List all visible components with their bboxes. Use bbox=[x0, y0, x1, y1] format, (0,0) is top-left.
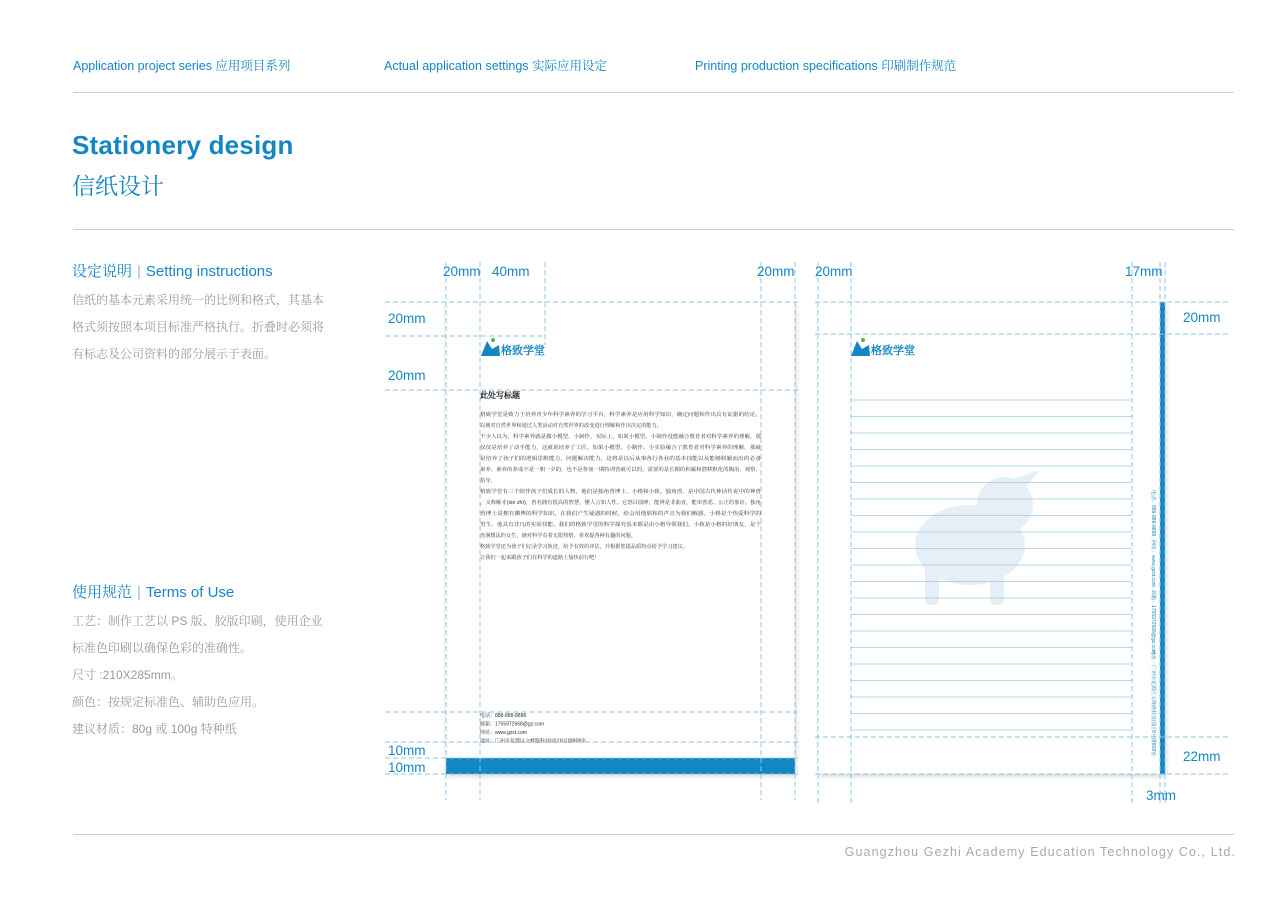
letter-body-line: 是培养了孩子们的逻辑思维能力，问题解决能力，这将是以后从事各行各业的基本技能以及能够脱颖而出的必备 bbox=[480, 456, 726, 462]
letter-body-line: ，又称解豸(xiè zhì)，兽名拥有很高的智慧，懂人言知人性。它怒目圆睁，能辨是非曲直，能审善恶。公正的象征。独角 bbox=[480, 500, 743, 506]
terms-heading-en: Terms of Use bbox=[145, 584, 235, 601]
page-title-cn: 信纸设计 bbox=[72, 174, 164, 200]
terms-heading: 使用规范 | Terms of Use bbox=[72, 584, 235, 601]
side-contact-line: 地址：广州市花都区文峰路科技园区8号楼808室 bbox=[1150, 650, 1156, 757]
terms-line-size: 尺寸 :210X285mm。 bbox=[72, 668, 183, 682]
letter-body-line: 格致学堂有三个陪伴孩子们成长的人物，他们是独角兽博士、小格和小致。独角兽，是中国古代神话传说中的神兽 bbox=[480, 489, 731, 495]
setting-heading-cn: 设定说明 bbox=[72, 263, 133, 280]
letter-contact-line: 地址：广州市花都区文峰路科技园区8号楼808室 bbox=[480, 738, 587, 745]
side-contact-line: 邮箱：1755972668@gz.com bbox=[1150, 590, 1156, 654]
nav-actual-application-settings[interactable]: Actual application settings 实际应用设定 bbox=[384, 59, 608, 73]
dim-label: 20mm bbox=[1183, 310, 1221, 325]
dim-label: 20mm bbox=[443, 264, 481, 279]
dim-label: 10mm bbox=[388, 760, 426, 775]
side-contact-line: 电话：888-888-8888 bbox=[1150, 490, 1156, 537]
letter-logo-text: 格致学堂 bbox=[501, 345, 545, 357]
dim-label: 20mm bbox=[388, 368, 426, 383]
letter-body-line: 以便对自然世界和通过人类活动对自然世界的改变进行理解和作出决定的能力。 bbox=[480, 423, 656, 429]
page-title-en: Stationery design bbox=[72, 130, 294, 160]
footer-company-name: Guangzhou Gezhi Academy Education Technology Co., Ltd. bbox=[844, 845, 1236, 859]
letter-body-line: 素养。素养的养成不是一朝一夕的，也不是参加一期特训营就可以的，需要的是长期的积累和潜移默化的陶冶、观察、 bbox=[480, 467, 741, 473]
letter-heading: 此处写标题 bbox=[480, 391, 520, 400]
terms-line-color: 颜色：按规定标准色、辅助色应用。 bbox=[72, 695, 265, 709]
dim-label: 22mm bbox=[1183, 749, 1221, 764]
footer-divider bbox=[73, 834, 1234, 835]
terms-heading-cn: 使用规范 bbox=[72, 584, 133, 601]
side-contact-line: 网址：www.gzxt.com bbox=[1150, 540, 1156, 587]
letter-contact-line: 电话：888-888-8888 bbox=[480, 713, 527, 719]
dim-label: 20mm bbox=[388, 311, 426, 326]
setting-heading-en: Setting instructions bbox=[145, 263, 273, 280]
letter-bottom-bar bbox=[446, 758, 795, 774]
nav-application-project-series[interactable]: Application project series 应用项目系列 bbox=[73, 59, 291, 73]
letter-body-line: 兽博士是拥有渊博的科学知识，在我们产生疑惑的时候，给会用他那和的声音为我们解惑。小格是个热爱科学的 bbox=[480, 511, 726, 517]
dim-label: 3mm bbox=[1146, 788, 1176, 803]
letter-body-line: 格致学堂还为孩子们记录学习轨迹，给予有效的评估，并根据您提品质特点给予学习建议。 bbox=[480, 544, 681, 550]
letter-body-line: 指导。 bbox=[480, 478, 496, 484]
letter-body-line: 仅仅是培养了动手能力，这就说培养了工匠。如果小模型、小制作、小实验融合了教育者对科学素养的理解，那就 bbox=[480, 445, 731, 451]
dim-label: 20mm bbox=[815, 264, 853, 279]
letter-contact-line: 邮箱：1755972668@gz.com bbox=[480, 721, 544, 728]
dim-label: 20mm bbox=[757, 264, 795, 279]
dim-label: 17mm bbox=[1125, 264, 1163, 279]
terms-line-craft: 工艺：制作工艺以 PS 版、胶版印刷，使用企业标准色印刷以确保色彩的准确性。 bbox=[72, 614, 323, 655]
lined-logo-text: 格致学堂 bbox=[871, 345, 915, 357]
side-contact bbox=[1150, 490, 1157, 756]
lined-rows bbox=[851, 400, 1132, 730]
dim-label: 40mm bbox=[492, 264, 530, 279]
terms-line-material: 建议材质：80g 或 100g 特种纸 bbox=[72, 722, 237, 736]
letter-body-line: 不少人以为，科学素养就是做小模型、小制作，实际上，如果小模型、小制作没能融合教育者对科学素养的理解，那 bbox=[480, 434, 735, 440]
letter-body-line: 男生，他具有非凡的实验技能。我们的格致学堂的科学探究基本都是由小格导领我们。小致是小格的好朋友，是个 bbox=[480, 522, 731, 528]
nav-printing-production-specifications[interactable]: Printing production specifications 印刷制作规范 bbox=[695, 59, 957, 73]
setting-heading: 设定说明 | Setting instructions bbox=[72, 263, 273, 280]
letter-body-line: 格致学堂是致力于培养青少年科学素养的学习平台，科学素养是应用科学知识，确定问题和作出具有证据的结论， bbox=[480, 412, 731, 418]
dim-label: 10mm bbox=[388, 743, 426, 758]
letter-body-line: 让我们一起来跟孩子们在科学的道路上愉快前行吧！ bbox=[480, 555, 596, 561]
lined-side-bar bbox=[1160, 302, 1165, 774]
setting-text: 信纸的基本元素采用统一的比例和格式，其基本格式须按照本项目标准严格执行。折叠时必须将有标志及公司资料的部分展示于表面。 bbox=[72, 293, 325, 361]
letter-contact-line: 网址：www.gzxt.com bbox=[480, 730, 527, 736]
letter-body-line: 充满想法的女生，她对科学有着无限热情，喜欢提各种有趣的问题。 bbox=[480, 533, 631, 539]
